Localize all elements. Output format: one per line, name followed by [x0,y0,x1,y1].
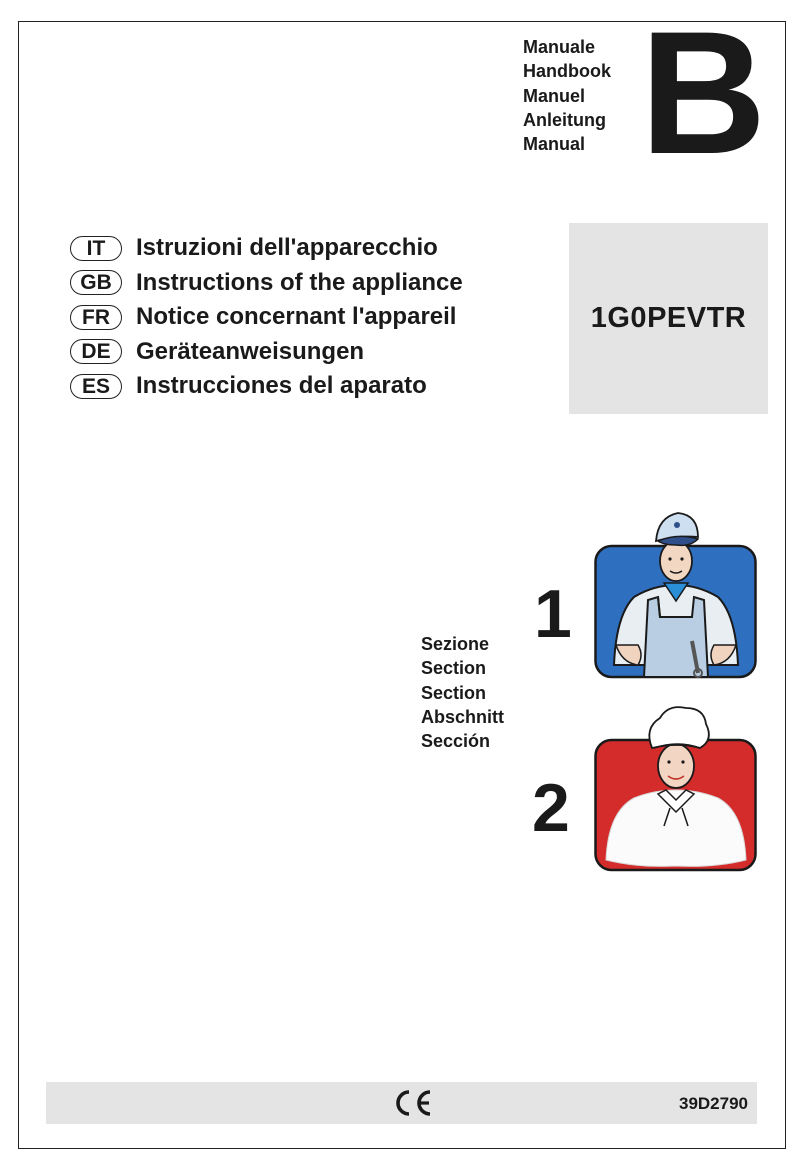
language-title: Instructions of the appliance [136,268,463,296]
chef-icon [594,700,758,872]
language-code-badge: IT [70,236,122,261]
manual-word: Manual [523,134,586,155]
section-number-2: 2 [532,770,570,846]
document-code: 39D2790 [678,1094,748,1113]
manual-title-list [523,35,611,156]
language-title: Notice concernant l'appareil [136,303,457,331]
section-label-list [421,632,504,753]
technician-icon [594,505,758,680]
manual-letter: B [640,0,765,191]
language-code-badge: GB [70,270,122,295]
section-word: Section [421,658,487,679]
language-row [70,266,463,301]
section-word: Sezione [421,634,490,654]
manual-word: Manuel [523,85,586,106]
section-word: Sección [421,731,491,752]
manual-word: Anleitung [523,109,606,130]
language-code-badge: DE [70,339,122,364]
language-row [70,231,463,266]
manual-word: Manuale [523,37,596,57]
model-box [569,223,768,414]
language-list [70,231,463,404]
language-row [70,335,463,370]
language-title: Instrucciones del aparato [136,372,427,400]
section-word: Abschnitt [421,706,504,727]
section-word: Section [421,682,487,703]
language-row [70,369,463,404]
language-row [70,300,463,335]
language-code-badge: FR [70,305,122,330]
model-number: 1G0PEVTR [590,302,747,334]
language-code-badge: ES [70,374,122,399]
section-number-1: 1 [534,576,572,652]
ce-mark-icon [390,1088,434,1118]
language-title: Istruzioni dell'apparecchio [136,234,438,262]
language-title: Geräteanweisungen [136,337,365,365]
manual-word: Handbook [523,61,611,82]
